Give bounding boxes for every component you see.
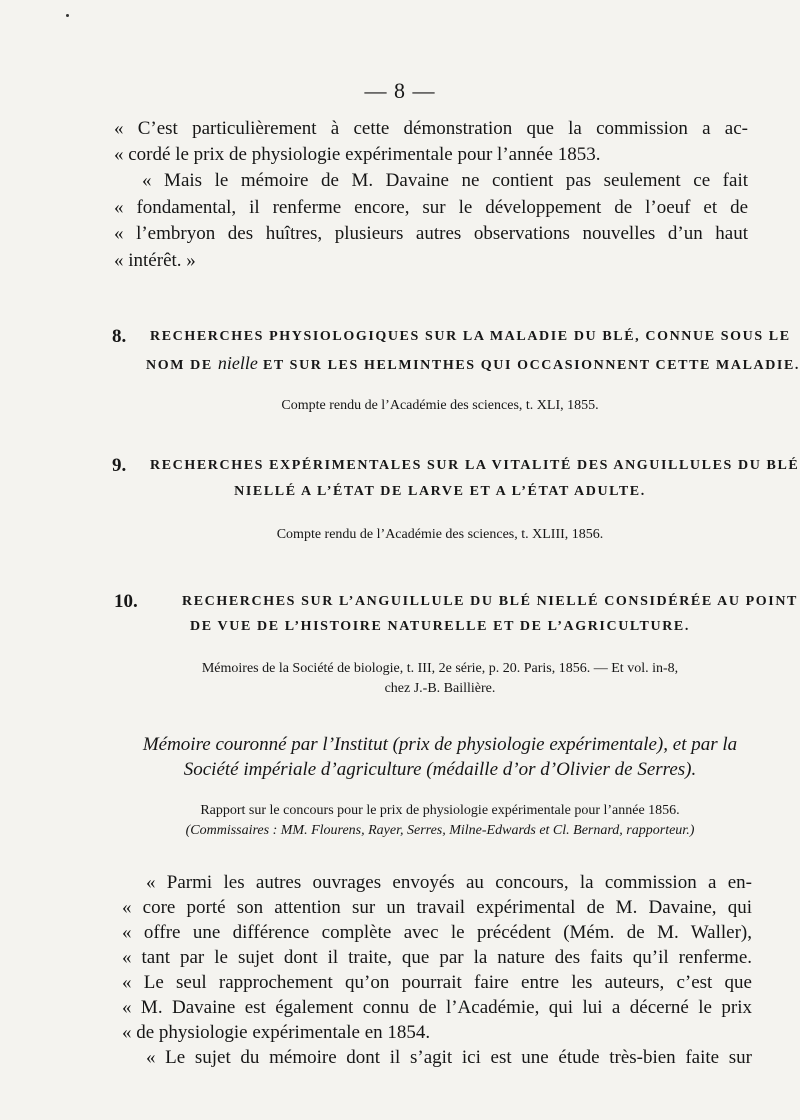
report-note: (Commissaires : MM. Flourens, Rayer, Serres, Milne-Edwards et Cl. Bernard, rapporteur.) xyxy=(185,823,695,838)
entry-source: chez J.-B. Baillière. xyxy=(384,681,496,696)
quote2-line: « offre une différence complète avec le précédent (Mém. de M. Waller), xyxy=(122,922,752,943)
entry-number: 9. xyxy=(112,455,127,476)
entry-title: NOM DE nielle ET SUR LES HELMINTHES QUI OCCASIONNENT CETTE MALADIE. xyxy=(146,353,800,373)
quote1-line: « fondamental, il renferme encore, sur le développement de l’oeuf et de xyxy=(114,197,748,218)
entry-title: DE VUE DE L’HISTOIRE NATURELLE ET DE L’AGRICULTURE. xyxy=(190,619,690,634)
award-note: Société impériale d’agriculture (médaille d’or d’Olivier de Serres). xyxy=(183,759,697,780)
quote2-line: « tant par le sujet dont il traite, que par la nature des faits qu’il renferme. xyxy=(122,947,752,968)
quote2-line: « Le seul rapprochement qu’on pourrait faire entre les auteurs, c’est que xyxy=(122,972,752,993)
quote2-line: « Le sujet du mémoire dont il s’agit ici est une étude très-bien faite sur xyxy=(146,1047,752,1068)
quote1-line: « cordé le prix de physiologie expérimentale pour l’année 1853. xyxy=(114,144,601,165)
entry-number: 8. xyxy=(112,326,127,347)
quote1-line: « Mais le mémoire de M. Davaine ne contient pas seulement ce fait xyxy=(142,170,748,191)
speck xyxy=(66,14,69,17)
entry-title: RECHERCHES EXPÉRIMENTALES SUR LA VITALITÉ DES ANGUILLULES DU BLÉ xyxy=(150,458,800,473)
quote1-line: « l’embryon des huîtres, plusieurs autres observations nouvelles d’un haut xyxy=(114,223,748,244)
award-note: Mémoire couronné par l’Institut (prix de physiologie expérimentale), et par la xyxy=(142,734,738,755)
quote1-line: « intérêt. » xyxy=(114,250,196,271)
entry-title: RECHERCHES PHYSIOLOGIQUES SUR LA MALADIE DU BLÉ, CONNUE SOUS LE xyxy=(150,329,791,344)
quote2-line: « M. Davaine est également connu de l’Académie, qui lui a décerné le prix xyxy=(122,997,752,1018)
entry-number: 10. xyxy=(114,591,138,612)
quote2-line: « core porté son attention sur un travail expérimental de M. Davaine, qui xyxy=(122,897,752,918)
quote1-line: « C’est particulièrement à cette démonstration que la commission a ac- xyxy=(114,118,748,139)
entry-source: Mémoires de la Société de biologie, t. III, 2e série, p. 20. Paris, 1856. — Et vol. in-8, xyxy=(201,661,679,676)
report-note: Rapport sur le concours pour le prix de physiologie expérimentale pour l’année 1856. xyxy=(200,803,680,818)
entry-title: RECHERCHES SUR L’ANGUILLULE DU BLÉ NIELLÉ CONSIDÉRÉE AU POINT xyxy=(182,594,798,609)
quote2-line: « de physiologie expérimentale en 1854. xyxy=(122,1022,431,1043)
entry-title: NIELLÉ A L’ÉTAT DE LARVE ET A L’ÉTAT ADULTE. xyxy=(234,484,646,499)
quote2-line: « Parmi les autres ouvrages envoyés au concours, la commission a en- xyxy=(146,872,752,893)
entry-source: Compte rendu de l’Académie des sciences, t. XLI, 1855. xyxy=(281,398,599,413)
entry-source: Compte rendu de l’Académie des sciences, t. XLIII, 1856. xyxy=(276,527,604,542)
page-number: — 8 — xyxy=(364,78,436,103)
